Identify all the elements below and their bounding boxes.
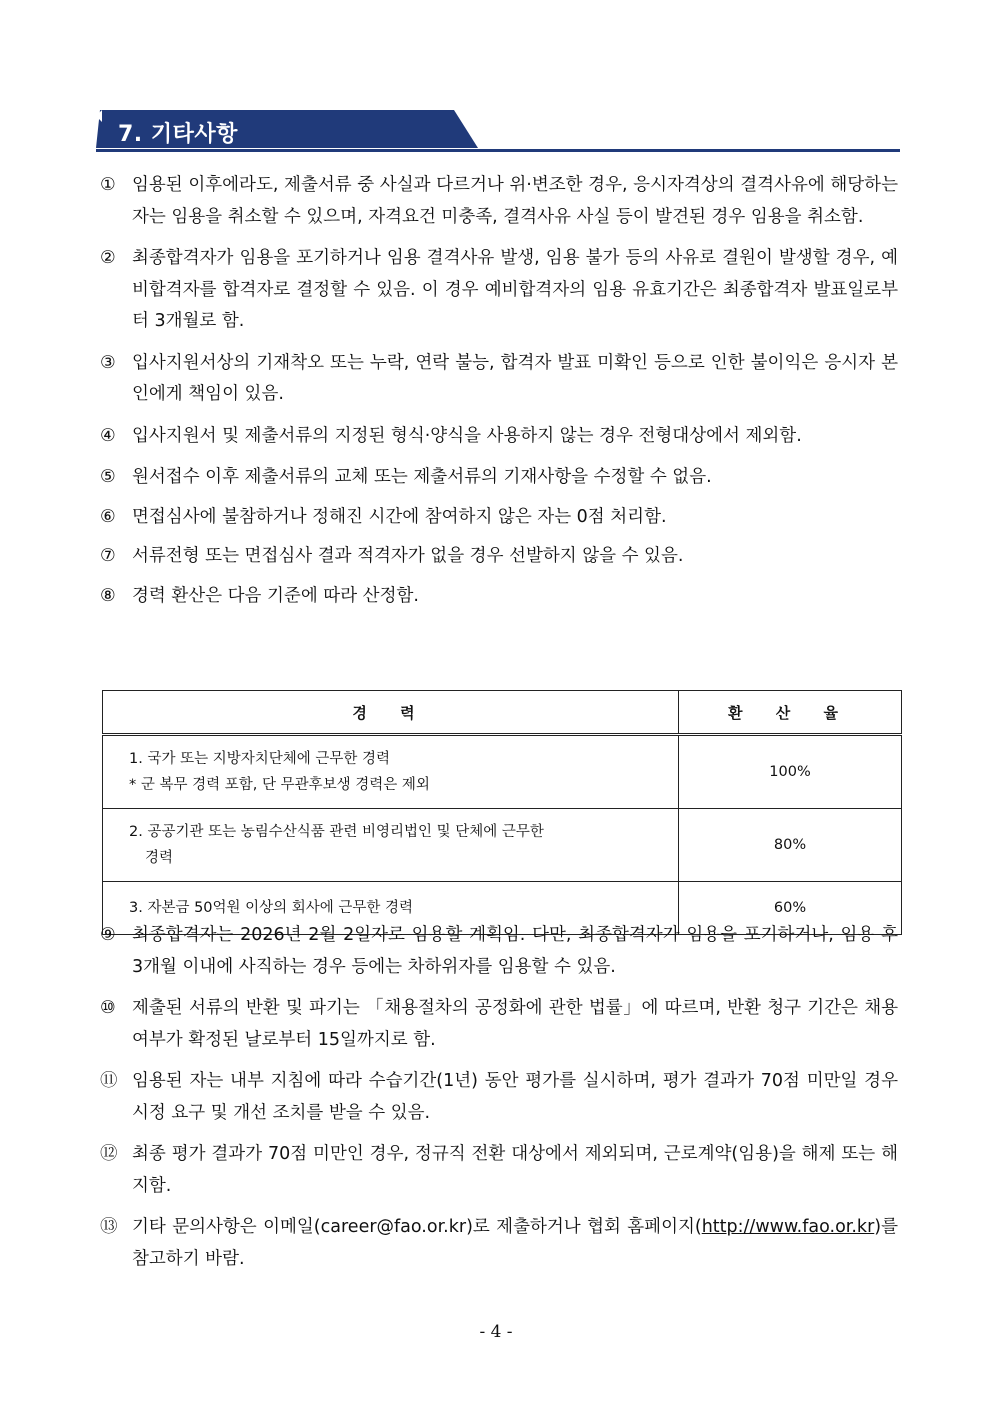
career-line-cont: 경력 bbox=[145, 850, 174, 866]
rate-cell: 100% bbox=[679, 735, 902, 809]
list-item bbox=[100, 581, 898, 613]
item-text-post: )를 참고하기 바람. bbox=[132, 1217, 898, 1269]
item-text: 서류전형 또는 면접심사 결과 적격자가 없을 경우 선발하지 않을 수 있음. bbox=[132, 546, 684, 566]
item-number: ⑦ bbox=[100, 546, 116, 566]
list-item bbox=[100, 462, 898, 494]
career-line: 2. 공공기관 또는 농림수산식품 관련 비영리법인 및 단체에 근무한 bbox=[129, 824, 544, 840]
career-cell bbox=[103, 809, 679, 882]
list-item bbox=[100, 1139, 898, 1202]
table-row bbox=[103, 809, 902, 882]
rate-cell: 80% bbox=[679, 809, 902, 882]
item-text: 면접심사에 불참하거나 정해진 시간에 참여하지 않은 자는 0점 처리함. bbox=[132, 506, 667, 527]
page-number: - 4 - bbox=[479, 1322, 513, 1342]
career-note: * 군 복무 경력 포함, 단 무관후보생 경력은 제외 bbox=[129, 777, 430, 793]
list-item bbox=[100, 920, 898, 983]
section-header bbox=[96, 108, 900, 154]
item-text: 임용된 이후에라도, 제출서류 중 사실과 다르거나 위·변조한 경우, 응시자격상의 결격사유에 해당하는 자는 임용을 취소할 수 있으며, 자격요건 미충족, 결격사유 사실 등이 발견된 경우 임용을 취소함. bbox=[132, 175, 898, 227]
item-number: ④ bbox=[100, 425, 116, 446]
item-number: ③ bbox=[100, 352, 116, 373]
career-line: 1. 국가 또는 지방자치단체에 근무한 경력 bbox=[129, 751, 390, 767]
item-text: 제출된 서류의 반환 및 파기는 「채용절차의 공정화에 관한 법률」에 따르며, 반환 청구 기간은 채용여부가 확정된 날로부터 15일까지로 함. bbox=[132, 998, 898, 1050]
item-number: ⑧ bbox=[100, 585, 116, 606]
item-text: 입사지원서상의 기재착오 또는 누락, 연락 불능, 합격자 발표 미확인 등으로 인한 불이익은 응시자 본인에게 책임이 있음. bbox=[132, 352, 898, 404]
list-item bbox=[100, 993, 898, 1056]
list-item bbox=[100, 170, 898, 233]
career-conversion-table bbox=[102, 690, 902, 935]
notes-list-b bbox=[100, 920, 898, 1285]
homepage-link[interactable]: http://www.fao.or.kr bbox=[701, 1217, 875, 1237]
item-number: ⑬ bbox=[100, 1217, 118, 1237]
item-number: ⑪ bbox=[100, 1071, 118, 1091]
item-number: ⑩ bbox=[100, 998, 116, 1018]
item-text: 최종 평가 결과가 70점 미만인 경우, 정규직 전환 대상에서 제외되며, 근로계약(임용)을 해제 또는 해지함. bbox=[132, 1144, 898, 1196]
item-number: ⑨ bbox=[100, 925, 116, 945]
item-text: 임용된 자는 내부 지침에 따라 수습기간(1년) 동안 평가를 실시하며, 평가 결과가 70점 미만일 경우 시정 요구 및 개선 조치를 받을 수 있음. bbox=[132, 1071, 898, 1123]
list-item bbox=[100, 541, 898, 573]
list-item bbox=[100, 502, 898, 534]
list-item bbox=[100, 243, 898, 338]
item-number: ⑥ bbox=[100, 506, 116, 527]
career-line: 3. 자본금 50억원 이상의 회사에 근무한 경력 bbox=[129, 900, 414, 916]
list-item bbox=[100, 1212, 898, 1275]
list-item bbox=[100, 1066, 898, 1129]
table-header-row bbox=[103, 691, 902, 735]
item-text: 최종합격자가 임용을 포기하거나 임용 결격사유 발생, 임용 불가 등의 사유로 결원이 발생할 경우, 예비합격자를 합격자로 결정할 수 있음. 이 경우 예비합격자의 임용 유효기간은 최종합격자 발표일로부터 3개월로 함. bbox=[132, 248, 898, 331]
list-item bbox=[100, 348, 898, 411]
item-text: 원서접수 이후 제출서류의 교체 또는 제출서류의 기재사항을 수정할 수 없음. bbox=[132, 467, 712, 487]
table-row bbox=[103, 735, 902, 809]
list-item bbox=[100, 421, 898, 453]
notes-list-a bbox=[100, 170, 898, 620]
item-text: 입사지원서 및 제출서류의 지정된 형식·양식을 사용하지 않는 경우 전형대상에서 제외함. bbox=[132, 425, 802, 446]
rate-cell: 60% bbox=[679, 882, 902, 935]
section-title: 7. 기타사항 bbox=[118, 122, 238, 147]
item-text: 경력 환산은 다음 기준에 따라 산정함. bbox=[132, 585, 419, 606]
item-number: ⑤ bbox=[100, 467, 116, 487]
item-text-mid: )로 제출하거나 협회 홈페이지( bbox=[466, 1217, 702, 1237]
contact-email: career@fao.or.kr bbox=[320, 1217, 467, 1237]
item-number: ② bbox=[100, 248, 116, 268]
item-number: ⑫ bbox=[100, 1144, 118, 1164]
item-text-pre: 기타 문의사항은 이메일( bbox=[132, 1217, 321, 1237]
column-header-rate: 환 산 율 bbox=[679, 691, 902, 735]
column-header-career: 경 력 bbox=[103, 691, 679, 735]
career-cell bbox=[103, 735, 679, 809]
item-text: 최종합격자는 2026년 2월 2일자로 임용할 계획임. 다만, 최종합격자가 임용을 포기하거나, 임용 후 3개월 이내에 사직하는 경우 등에는 차하위자를 임용할 수 있음. bbox=[132, 925, 898, 977]
item-number: ① bbox=[100, 175, 116, 195]
